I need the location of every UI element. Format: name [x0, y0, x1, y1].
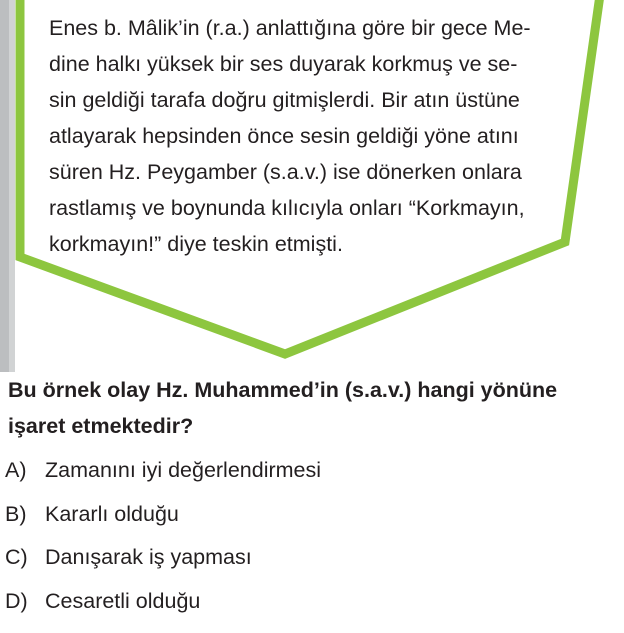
answer-options — [5, 452, 321, 626]
option-text: Danışarak iş yapması — [45, 545, 252, 569]
option-letter: A) — [5, 458, 27, 482]
passage-text — [49, 10, 569, 262]
option-c[interactable] — [5, 539, 321, 583]
option-text: Kararlı olduğu — [45, 501, 179, 526]
option-letter: B) — [5, 501, 27, 526]
passage-line: süren Hz. Peygamber (s.a.v.) ise dönerken onlara — [49, 160, 522, 184]
question-line: işaret etmektedir? — [8, 414, 194, 438]
passage-line: sin geldiği tarafa doğru gitmişlerdi. Bir atın üstüne — [49, 88, 520, 112]
option-b[interactable] — [5, 496, 321, 540]
passage-line: rastlamış ve boynunda kılıcıyla onları “Korkmayın, — [49, 196, 525, 220]
option-d[interactable] — [5, 583, 321, 627]
option-letter: D) — [5, 588, 28, 613]
option-letter: C) — [5, 545, 28, 569]
option-text: Zamanını iyi değerlendirmesi — [45, 458, 322, 482]
frame-shadow-left — [0, 0, 9, 372]
option-text: Cesaretli olduğu — [45, 588, 201, 613]
option-a[interactable] — [5, 452, 321, 496]
passage-line: dine halkı yüksek bir ses duyarak korkmuş ve se- — [49, 52, 518, 76]
passage-line: korkmayın!” diye teskin etmişti. — [49, 232, 343, 256]
question-line: Bu örnek olay Hz. Muhammed’in (s.a.v.) hangi yönüne — [8, 378, 558, 402]
passage-line: atlayarak hepsinden önce sesin geldiği yöne atını — [49, 124, 519, 148]
question-text — [8, 372, 620, 444]
passage-line: Enes b. Mâlik’in (r.a.) anlattığına göre bir gece Me- — [49, 16, 531, 40]
